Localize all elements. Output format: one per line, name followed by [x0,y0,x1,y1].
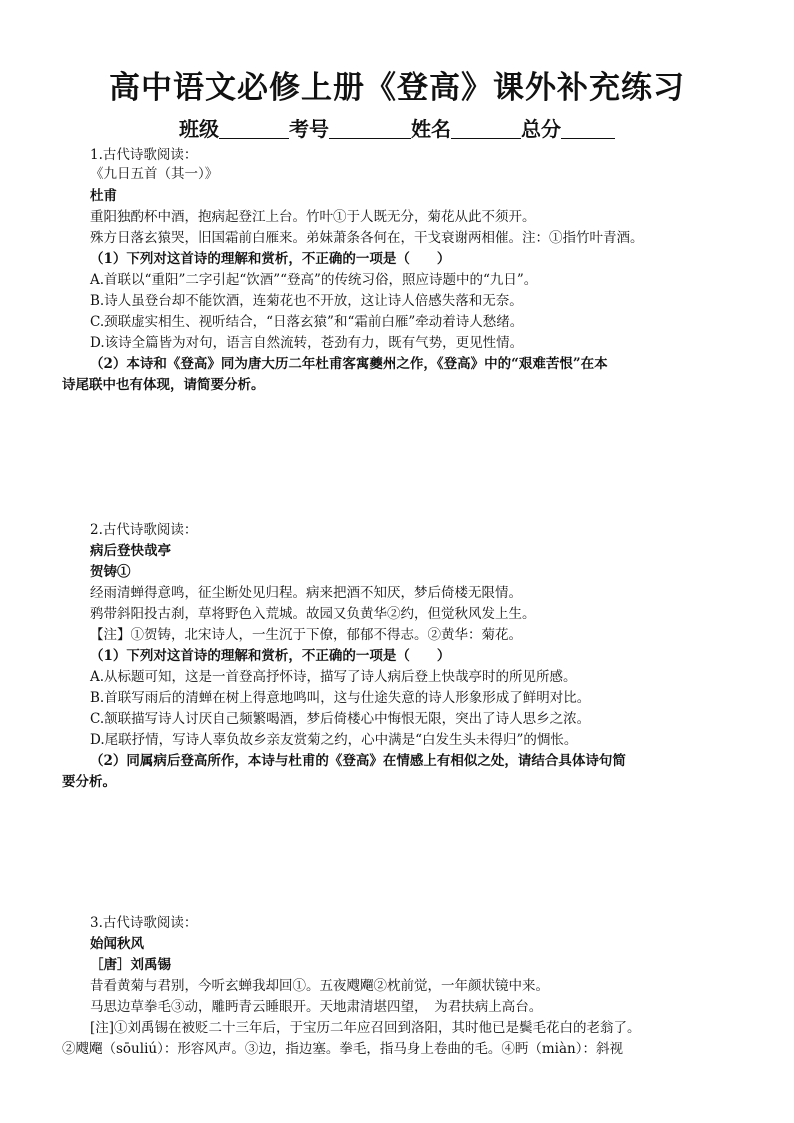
q3-author: ［唐］刘禹锡 [90,957,171,973]
q2-heading: 2.古代诗歌阅读： [90,522,198,538]
q1-poem-line-2: 殊方日落玄猿哭，旧国霜前白雁来。弟妹萧条各何在，干戈衰谢两相催。注：①指竹叶青酒。 [90,230,644,246]
q2-poem-line-1: 经雨清蝉得意鸣，征尘断处见归程。病来把酒不知厌，梦后倚楼无限情。 [90,585,522,601]
q1-sub2-line-1: （2）本诗和《登高》同为唐大历二年杜甫客寓夔州之作，《登高》中的“艰难苦恨”在本 [90,356,608,372]
score-blank[interactable] [561,120,615,139]
q1-option-a: A.首联以“重阳”二字引起“饮酒”“登高”的传统习俗，照应诗题中的“九日”。 [90,272,538,288]
q3-heading: 3.古代诗歌阅读： [90,915,198,931]
q2-poem-line-2: 鸦带斜阳投古刹，草将野色入荒城。故园又负黄华②约，但觉秋风发上生。 [90,606,536,622]
q1-sub2-line-2: 诗尾联中也有体现，请简要分析。 [62,377,265,393]
q3-poem-line-1: 昔看黄菊与君别，今听玄蝉我却回①。五夜飕飗②枕前觉，一年颜状镜中来。 [90,978,549,994]
page-title: 高中语文必修上册《登高》课外补充练习 [109,70,685,106]
q2-option-a: A.从标题可知，这是一首登高抒怀诗，描写了诗人病后登上快哉亭时的所见所感。 [90,669,577,685]
q2-author: 贺铸① [90,564,131,580]
q2-option-c: C.颔联描写诗人讨厌自己频繁喝酒，梦后倚楼心中悔恨无限，突出了诗人思乡之浓。 [90,711,591,727]
exam-no-blank[interactable] [329,120,411,139]
q1-author: 杜甫 [90,188,117,204]
q1-heading: 1.古代诗歌阅读： [90,147,198,163]
q3-poem-title: 始闻秋风 [90,936,144,952]
q1-sub1: （1）下列对这首诗的理解和赏析，不正确的一项是（ ） [90,251,451,267]
score-label: 总分 [521,117,561,141]
q3-note-line-2: ②飕飗（sōuliú）：形容风声。③边，指边塞。拳毛，指马身上卷曲的毛。④眄（miàn）：斜视 [62,1041,623,1057]
q3-note-line-1: [注]①刘禹锡在被贬二十三年后，于宝历二年应召回到洛阳，其时他已是鬓毛花白的老翁了。 [90,1020,641,1036]
exam-no-label: 考号 [289,117,329,141]
q3-poem-line-2: 马思边草拳毛③动，雕眄青云睡眼开。天地肃清堪四望， 为君扶病上高台。 [90,999,543,1015]
q1-option-b: B.诗人虽登台却不能饮酒，连菊花也不开放，这让诗人倍感失落和无奈。 [90,293,523,309]
q1-option-c: C.颈联虚实相生、视听结合，“日落玄猿”和“霜前白雁”牵动着诗人愁绪。 [90,314,524,330]
class-label: 班级 [179,117,219,141]
q2-note: 【注】①贺铸，北宋诗人，一生沉于下僚，郁郁不得志。②黄华：菊花。 [90,627,522,643]
q2-sub2-line-1: （2）同属病后登高所作，本诗与杜甫的《登高》在情感上有相似之处，请结合具体诗句简 [90,753,626,769]
q2-poem-title: 病后登快哉亭 [90,543,171,559]
name-label: 姓名 [411,117,451,141]
q1-poem-title: 《九日五首（其一）》 [90,166,219,182]
name-blank[interactable] [451,120,521,139]
student-info-row [0,113,794,142]
q2-sub2-line-2: 要分析。 [62,774,116,790]
q1-option-d: D.该诗全篇皆为对句，语言自然流转，苍劲有力，既有气势，更见性情。 [90,335,524,351]
q2-option-d: D.尾联抒情，写诗人辜负故乡亲友赏菊之约，心中满是“白发生头未得归”的惆怅。 [90,732,578,748]
q1-poem-line-1: 重阳独酌杯中酒，抱病起登江上台。竹叶①于人既无分，菊花从此不须开。 [90,209,536,225]
q2-sub1: （1）下列对这首诗的理解和赏析，不正确的一项是（ ） [90,648,451,664]
q2-option-b: B.首联写雨后的清蝉在树上得意地鸣叫，这与仕途失意的诗人形象形成了鲜明对比。 [90,690,591,706]
class-blank[interactable] [219,120,289,139]
